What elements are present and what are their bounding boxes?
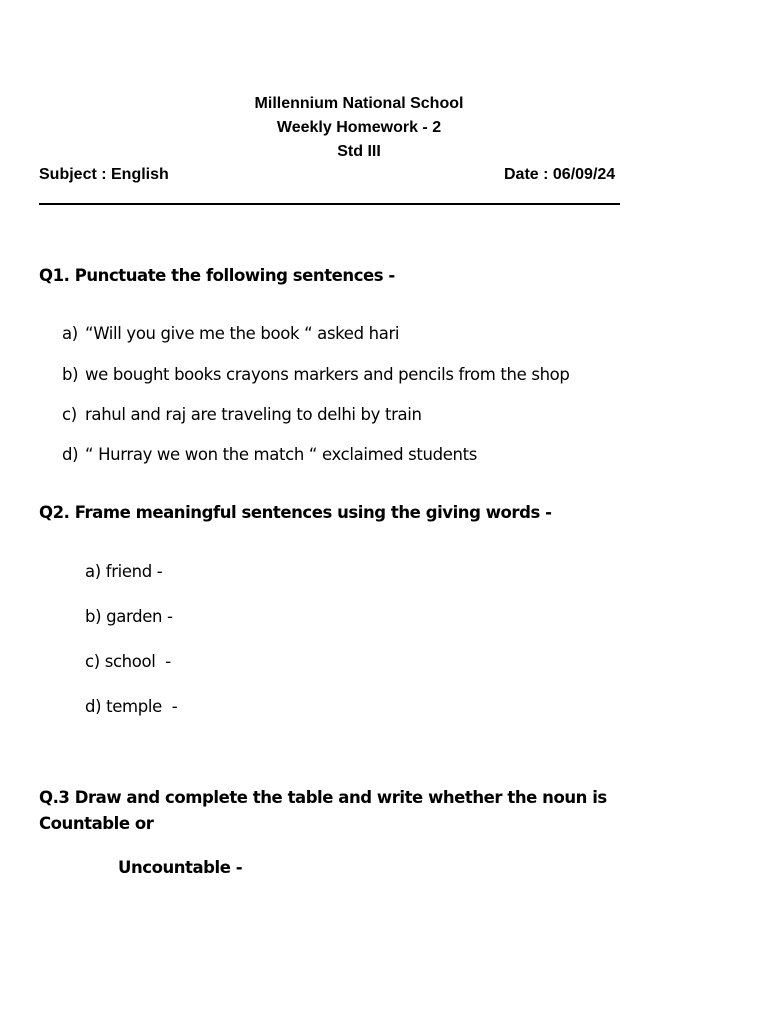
q2-item-d: d) temple -: [85, 697, 178, 716]
date-label: Date : 06/09/24: [504, 166, 616, 183]
header-divider: [39, 203, 620, 205]
school-name: Millennium National School: [254, 95, 464, 112]
q1-item-d-text: “ Hurray we won the match “ exclaimed students: [85, 445, 477, 464]
subject-label: Subject : English: [39, 166, 169, 183]
q1-item-c: [62, 403, 422, 427]
q2-heading: Q2. Frame meaningful sentences using the giving words -: [39, 503, 552, 522]
q3-heading-line3: Uncountable -: [118, 858, 243, 877]
q2-item-c: c) school -: [85, 652, 171, 671]
q1-item-c-label: c): [62, 405, 77, 424]
q2-item-b: b) garden -: [85, 607, 173, 626]
q1-item-b-label: b): [62, 365, 79, 384]
q3-heading-line2: Countable or: [39, 814, 154, 833]
q3-heading-line1: Q.3 Draw and complete the table and write whether the noun is: [39, 788, 607, 807]
q1-item-a-label: a): [62, 324, 78, 343]
grade-label: Std III: [337, 143, 381, 160]
q1-item-d-label: d): [62, 445, 79, 464]
q1-item-b: [62, 363, 570, 387]
q1-item-c-text: rahul and raj are traveling to delhi by train: [85, 405, 422, 424]
q1-item-b-text: we bought books crayons markers and pencils from the shop: [85, 365, 570, 384]
q2-item-a: a) friend -: [85, 562, 163, 581]
q1-item-a: [62, 322, 399, 346]
homework-title: Weekly Homework - 2: [276, 119, 442, 136]
q1-item-a-text: “Will you give me the book “ asked hari: [85, 324, 400, 343]
q1-heading: Q1. Punctuate the following sentences -: [39, 266, 395, 285]
q1-item-d: [62, 443, 477, 467]
